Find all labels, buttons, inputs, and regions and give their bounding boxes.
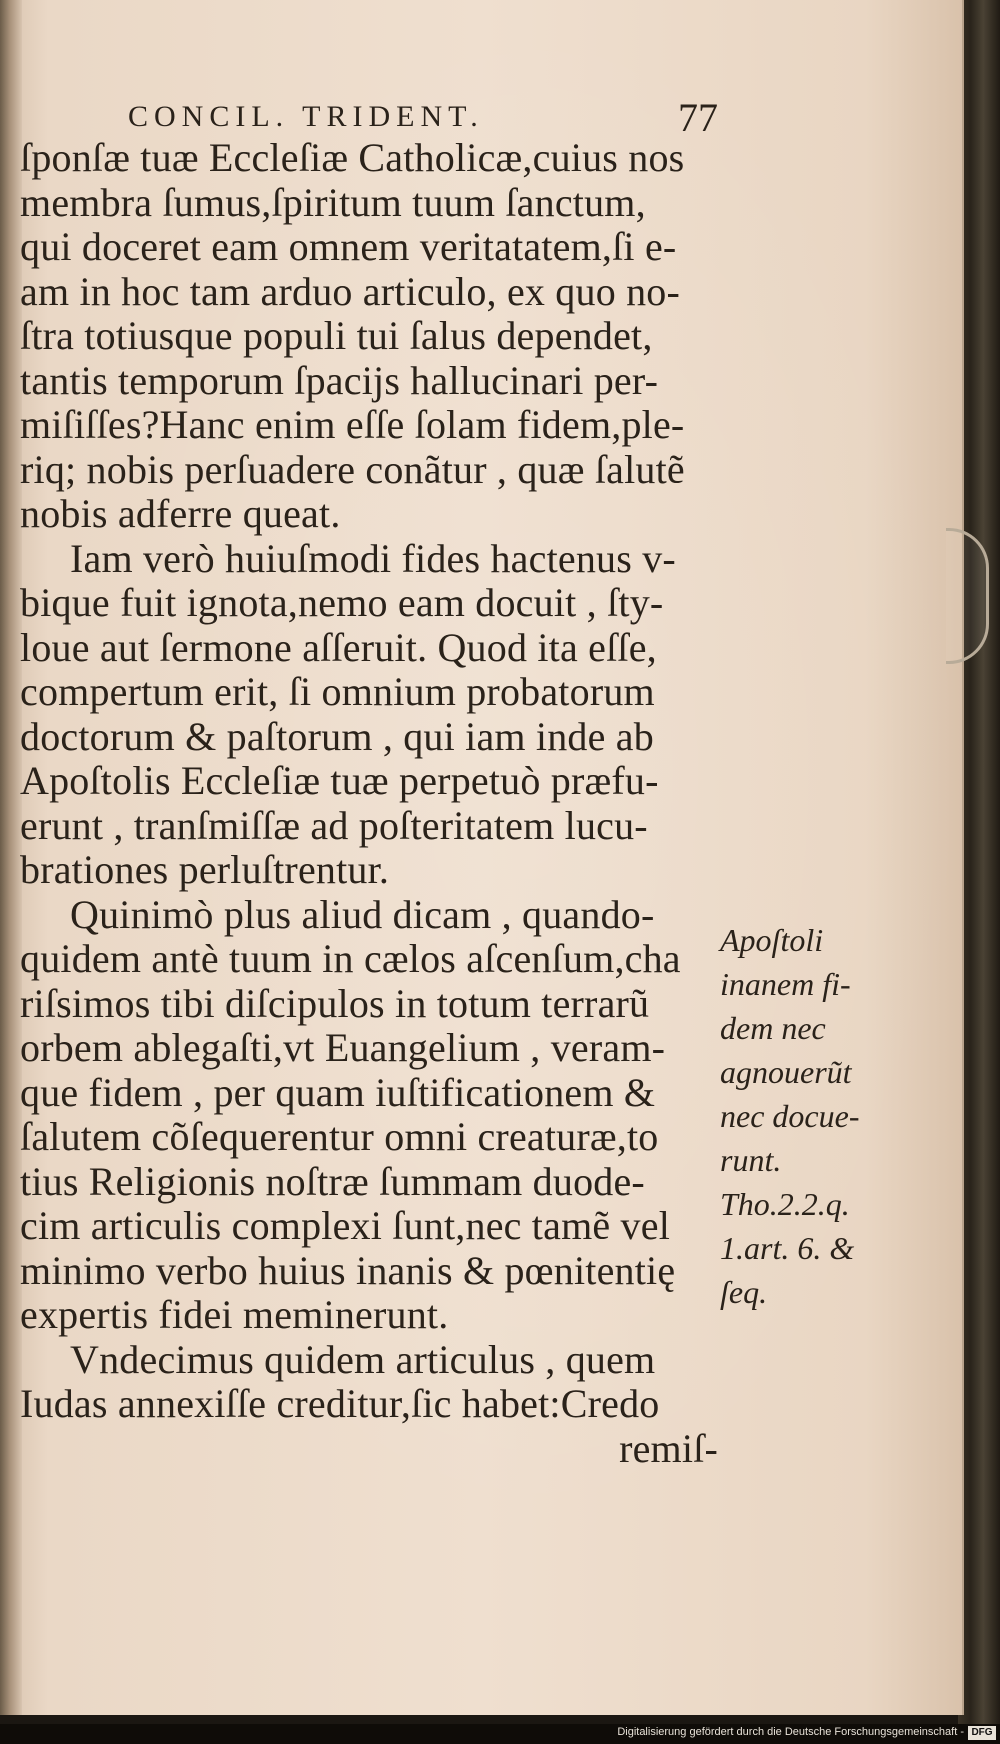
digitization-credit-text: Digitalisierung gefördert durch die Deutsche Forschungsgemeinschaft - [617,1726,964,1738]
catchword: remiſ- [619,1425,718,1471]
running-head [128,95,718,140]
text-line: am in hoc tam arduo articulo, ex quo no- [20,268,681,314]
text-line: bique fuit ignota,nemo eam docuit , ſty- [20,580,664,625]
text-line: tantis temporum ſpacijs hallucinari per- [20,357,659,403]
margin-note-line: Apoſtoli [720,922,824,958]
text-line: riſsimos tibi diſcipulos in totum terrarũ [20,980,650,1026]
text-line: nobis adferre queat. [20,491,341,536]
text-line: orbem ablegaſti,vt Euangelium , veram- [20,1025,666,1070]
body-text [20,136,720,1471]
paragraph-start-line: Quinimò plus aliud dicam , quando- [70,891,655,937]
text-line: ſalutem cõſequerentur omni creaturæ,to [20,1114,659,1159]
margin-note-line: ſeq. [720,1274,768,1310]
text-line: loue aut ſermone aſſeruit. Quod ita eſſe, [20,624,657,670]
text-line: ſtra totiusque populi tui ſalus dependet, [20,313,653,358]
margin-note-line: Tho.2.2.q. [720,1186,850,1222]
page-gutter [0,0,22,1715]
text-line: membra ſumus,ſpiritum tuum ſanctum, [20,179,646,225]
text-line: que fidem , per quam iuſtificationem & [20,1069,656,1115]
margin-note-line: runt. [720,1142,782,1178]
margin-note-line: agnouerũt [720,1054,852,1090]
text-line: tius Religionis noſtræ ſummam duode- [20,1158,645,1204]
text-line: Apoſtolis Eccleſiæ tuæ perpetuò præfu- [20,758,659,803]
margin-note-line: inanem fi- [720,966,851,1002]
text-line: quidem antè tuum in cælos aſcenſum,cha [20,936,681,981]
text-line: erunt , tranſmiſſæ ad poſteritatem lucu- [20,802,648,848]
dfg-logo: DFG [968,1726,996,1740]
margin-note-line: nec docue- [720,1098,860,1134]
text-line: riq; nobis perſuadere conãtur , quæ ſalutẽ [20,446,685,492]
margin-note-line: 1.art. 6. & [720,1230,855,1266]
running-head-title: CONCIL. TRIDENT. [128,100,484,133]
digitization-credit-bar [0,1724,1000,1744]
page-number: 77 [678,95,718,140]
page-clip-mark [946,528,989,664]
text-line: doctorum & paſtorum , qui iam inde ab [20,713,654,759]
margin-note-line: dem nec [720,1010,826,1046]
margin-note [720,918,870,1314]
text-line: ſponſæ tuæ Eccleſiæ Catholicæ,cuius nos [20,135,685,180]
text-line: compertum erit, ſi omnium probatorum [20,669,655,714]
paragraph-start-line: Iam verò huiuſmodi fides hactenus v- [70,535,676,581]
text-line: cim articulis complexi ſunt,nec tamẽ vel [20,1203,671,1248]
book-binding-edge [958,0,1000,1744]
text-line: minimo verbo huius inanis & pœnitentię [20,1247,676,1293]
text-line: expertis fidei meminerunt. [20,1292,449,1337]
paragraph-start-line: Vndecimus quidem articulus , quem [70,1336,656,1382]
text-line: miſiſſes?Hanc enim eſſe ſolam fidem,ple- [20,402,685,447]
text-line: qui doceret eam omnem veritatatem,ſi e- [20,224,677,269]
text-line: brationes perluſtrentur. [20,847,390,892]
text-line: Iudas annexiſſe creditur,ſic habet:Credo [20,1381,660,1426]
